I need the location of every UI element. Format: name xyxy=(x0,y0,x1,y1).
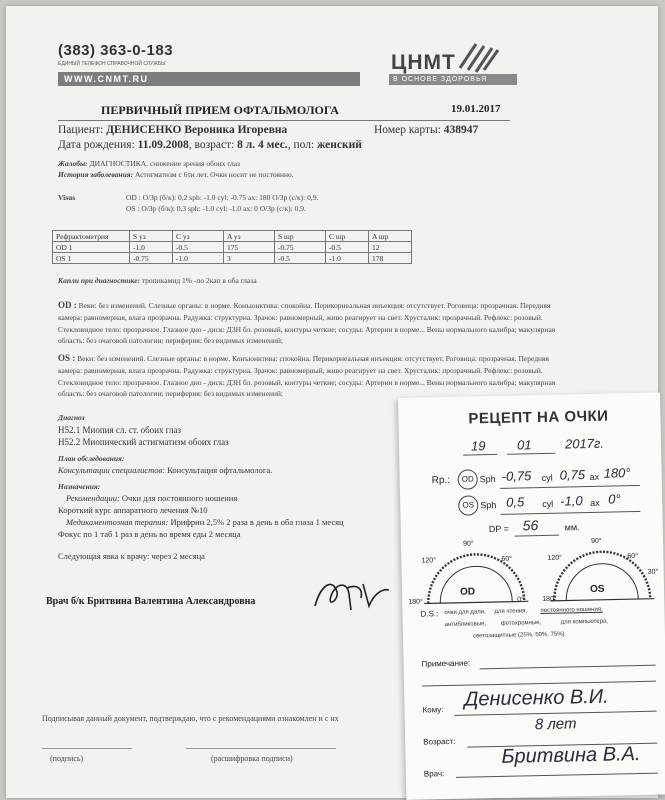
table-row xyxy=(53,242,412,253)
os-exam-label: OS : xyxy=(58,353,76,363)
rx-os-badge: OS xyxy=(458,495,478,515)
os-scale-label: 180° xyxy=(542,595,557,604)
os-exam-paragraph xyxy=(58,353,558,400)
diagnosis-item: Н52.2 Миопический астигматизм обоих глаз xyxy=(58,437,229,447)
rx-os-cyl-label: cyl xyxy=(542,498,554,510)
table-cell: OD 1 xyxy=(53,242,130,253)
rx-dp-label: DP = xyxy=(488,523,509,535)
card-number-line xyxy=(374,124,478,136)
od-exam-paragraph xyxy=(58,300,558,347)
card-number-label: Номер карты: xyxy=(374,124,441,136)
clinic-website: WWW.CNMT.RU xyxy=(58,72,360,86)
sex-value: женский xyxy=(317,139,362,151)
drops-text: тропикамид 1% -по 2кап в оба глаза xyxy=(141,276,257,285)
rx-day-line xyxy=(463,454,497,456)
doctor-rx-line xyxy=(456,773,658,778)
focus-line: Фокус по 1 таб 1 раз в день во время еды 2 месяца xyxy=(58,529,241,539)
birth-line xyxy=(58,139,362,151)
clinic-slogan: В ОСНОВЕ ЗДОРОВЬЯ xyxy=(389,74,517,85)
table-header-row xyxy=(53,231,412,242)
consult-line xyxy=(58,465,272,475)
od-scale-label: 90° xyxy=(463,540,474,548)
rx-dp-unit: мм. xyxy=(564,522,580,533)
drops-line xyxy=(58,276,257,285)
history-line xyxy=(58,170,294,179)
rx-os-ax: 0° xyxy=(608,491,621,507)
ds-option: для чтения, xyxy=(494,608,528,616)
os-scale-label: 60° xyxy=(627,553,639,561)
visus-od: OD : О/Зр (б/к): 0,2 sph: -1.0 cyl: -0.75 ax: 180 О/Зр (с/к): 0,9. xyxy=(126,193,319,202)
table-cell: OS 1 xyxy=(53,253,130,264)
rx-title: РЕЦЕПТ НА ОЧКИ xyxy=(468,407,609,428)
rx-os-ax-label: ax xyxy=(590,497,600,508)
table-header-cell: A уз xyxy=(224,231,275,242)
doctor-signature xyxy=(311,574,391,619)
ds-option: антибликовые, xyxy=(444,621,487,629)
table-cell: -1.0 xyxy=(130,242,173,253)
os-exam-text: Веки: без изменений. Слезные органы: в норме. Конъюнктива: спокойна. Перикорнеальная инъекция: отсутствует. Роговица: прозрачная. Передняя камера: равномерная, влага прозрачна. Радужка: структурна. Зрачок: равномерный, живо реагирует на свет. Хрусталик: прозрачный. Рефлекс: розовый. Стекловидное тело: прозрачное. Глазное дно - диск: ДЗН бл. розовый, контуры четкие; сосуды: Артерии в норме... Вены нормального калибра; макулярная область: без очаговой патологии; периферия: без видимых изменений; xyxy=(58,354,556,399)
glasses-prescription-card xyxy=(398,393,665,800)
medication-line xyxy=(66,517,344,527)
os-scale-label: 30° xyxy=(647,568,659,576)
ds-option: для компьютера, xyxy=(560,618,608,626)
complaints-line xyxy=(58,159,240,168)
table-cell: -1.0 xyxy=(326,253,369,264)
clinic-phone-caption: ЕДИНЫЙ ТЕЛЕФОН СПРАВОЧНОЙ СЛУЖБЫ xyxy=(58,61,166,67)
note-line xyxy=(480,665,656,670)
page-title: ПЕРВИЧНЫЙ ПРИЕМ ОФТАЛЬМОЛОГА xyxy=(101,103,339,117)
signature-caption: (подпись) xyxy=(50,754,84,763)
table-header-cell: C уз xyxy=(173,231,224,242)
sex-label: , пол: xyxy=(287,139,315,151)
table-cell: 3 xyxy=(224,253,275,264)
complaints-text: ДИАГНОСТИКА. снижение зрения обоих глаз xyxy=(89,159,241,168)
patient-label: Пациент: xyxy=(58,124,104,136)
table-cell: -1.0 xyxy=(173,253,224,264)
age-value: 8 л. 4 мес. xyxy=(237,139,288,151)
rx-month: 01 xyxy=(516,437,532,453)
os-scale-label: 90° xyxy=(590,537,602,545)
od-exam-label: OD : xyxy=(58,300,77,310)
signature-blank xyxy=(42,748,132,749)
visus-os: OS : О/Зр (б/к): 0,3 sph: -1.0 cyl: -1.0 ax: 0 О/Зр (с/к): 0,9. xyxy=(126,204,306,213)
rx-day: 19 xyxy=(470,438,486,454)
table-header-cell: A шр xyxy=(369,231,412,242)
table-cell: -0.75 xyxy=(275,242,326,253)
os-axis-protractor xyxy=(543,539,661,616)
dob-label: Дата рождения: xyxy=(58,139,135,151)
doctor-rx-value: Бритвина В.А. xyxy=(501,743,641,768)
ds-option: очки для дали, xyxy=(444,609,486,617)
visus-label: Visus xyxy=(58,193,76,202)
os-scale-label: 120° xyxy=(547,554,562,562)
ds-option: фотохромные, xyxy=(500,620,542,627)
rx-od-cyl-label: cyl xyxy=(541,472,553,484)
plan-label: План обследования: xyxy=(58,454,125,463)
ds-option-selected: постоянного ношения, xyxy=(540,606,603,615)
doctor-rx-label: Врач: xyxy=(423,769,445,779)
rx-os-sph-label: Sph xyxy=(480,499,497,511)
consent-text: Подписывая данный документ, подтверждаю, что с рекомендациями ознакомлен и с их xyxy=(42,714,339,723)
os-protractor-label: OS xyxy=(589,583,605,596)
rx-od-ax-label: ax xyxy=(589,471,600,483)
ds-label: D.S.: xyxy=(420,609,439,619)
od-scale-label: 120° xyxy=(421,557,436,565)
od-scale-label: 0° xyxy=(517,596,525,604)
rx-od-cyl: 0,75 xyxy=(559,467,586,483)
history-text: Астигматизм с 6ти лет. Очки носит не постоянно. xyxy=(135,170,294,179)
rx-year xyxy=(565,436,604,452)
rx-os-cyl: -1,0 xyxy=(560,493,583,509)
recommendation-text: Очки для постоянного ношения xyxy=(121,493,238,503)
history-label: История заболевания: xyxy=(58,170,134,179)
card-number: 438947 xyxy=(443,124,479,136)
table-header-cell: S уз xyxy=(130,231,173,242)
patient-line xyxy=(58,124,287,136)
table-row xyxy=(53,253,412,264)
table-cell: -0.5 xyxy=(173,242,224,253)
table-header-cell: S шр xyxy=(275,231,326,242)
clinic-phone: (383) 363-0-183 xyxy=(58,42,174,59)
age-label: Возраст: xyxy=(423,736,456,747)
rx-od-sph: -0,75 xyxy=(501,468,532,484)
patient-name: ДЕНИСЕНКО Вероника Игоревна xyxy=(106,124,288,136)
rx-od-badge: OD xyxy=(458,469,478,489)
table-header-cell: Рефрактометрия xyxy=(53,231,130,242)
course-line: Короткий курс аппаратного лечения №10 xyxy=(58,505,208,515)
signature-decode-caption: (расшифровка подписи) xyxy=(211,754,293,763)
signature-decode-blank xyxy=(186,748,336,749)
table-cell: 12 xyxy=(369,242,412,253)
consult-label: Консультации специалистов: xyxy=(58,465,166,475)
rx-od-ax: 180° xyxy=(603,465,631,481)
table-cell: -0.5 xyxy=(326,242,369,253)
table-cell: 175 xyxy=(224,242,275,253)
age-label: , возраст: xyxy=(188,139,235,151)
ds-option: светозащитные (25%, 50%, 75%) xyxy=(472,631,565,640)
rx-os-line xyxy=(500,511,640,515)
diagnosis-item: Н52.1 Миопия сл. ст. обоих глаз xyxy=(58,425,181,435)
table-cell: -0.75 xyxy=(130,253,173,264)
age-value: 8 лет xyxy=(534,715,577,734)
recommendation-label: Рекомендации: xyxy=(66,493,120,503)
rx-od-sph-label: Sph xyxy=(479,473,496,485)
medication-label: Медикаментозная терапия: xyxy=(66,517,169,527)
rx-dp-value: 56 xyxy=(522,517,539,534)
to-value: Денисенко В.И. xyxy=(464,685,609,711)
drops-label: Капли при диагностике: xyxy=(58,276,140,285)
od-scale-label: 180° xyxy=(408,598,423,606)
clinic-logo: ЦНМТ xyxy=(391,51,456,74)
od-axis-protractor xyxy=(417,541,535,618)
next-visit-line: Следующая явка к врачу: через 2 месяца xyxy=(58,551,205,561)
consult-text: Консультация офтальмолога. xyxy=(167,465,273,475)
rx-dp-line xyxy=(515,535,559,537)
dob-value: 11.09.2008 xyxy=(137,139,189,151)
refractometry-table xyxy=(52,230,412,264)
title-divider xyxy=(58,120,510,121)
rx-year-suffix: г. xyxy=(593,435,605,451)
note-line-2 xyxy=(422,681,656,687)
visit-date: 19.01.2017 xyxy=(451,103,501,115)
od-scale-label: 60° xyxy=(501,555,513,563)
table-header-cell: C шр xyxy=(326,231,369,242)
complaints-label: Жалобы: xyxy=(58,159,88,168)
table-cell: -0.5 xyxy=(275,253,326,264)
od-exam-text: Веки: без изменений. Слезные органы: в норме. Конъюнктива: спокойна. Перикорнеальная инъекция: отсутствует. Роговица: прозрачная. Передняя камера: равномерная, влага прозрачна. Радужка: структурна. Зрачок: равномерный, живо реагирует на свет. Хрусталик: прозрачный. Рефлекс: розовый. Стекловидное тело: прозрачное. Глазное дно - диск: ДЗН бл. розовый, контуры четкие; сосуды: Артерии в норме... Вены нормального калибра; макулярная область: без очаговой патологии; периферия: без видимых изменений; xyxy=(58,301,556,346)
recommendation-line xyxy=(66,493,237,503)
od-protractor-label: OD xyxy=(459,586,476,598)
medication-text: Ирифрин 2,5% 2 раза в день в оба глаза 1 месяц xyxy=(170,517,344,527)
to-label: Кому: xyxy=(422,705,444,715)
doctor-line: Врач б/к Бритвина Валентина Александровна xyxy=(46,596,256,607)
diagnosis-label: Диагноз xyxy=(58,413,85,422)
rx-rp-label: Rp.: xyxy=(431,474,451,487)
rx-month-line xyxy=(507,453,555,455)
note-label: Примечание: xyxy=(421,658,471,669)
rx-year-value: 2017 xyxy=(564,435,595,452)
rx-od-line xyxy=(500,485,640,489)
prescriptions-label: Назначения: xyxy=(58,482,101,491)
rx-os-sph: 0,5 xyxy=(506,494,525,510)
table-cell: 178 xyxy=(369,253,412,264)
